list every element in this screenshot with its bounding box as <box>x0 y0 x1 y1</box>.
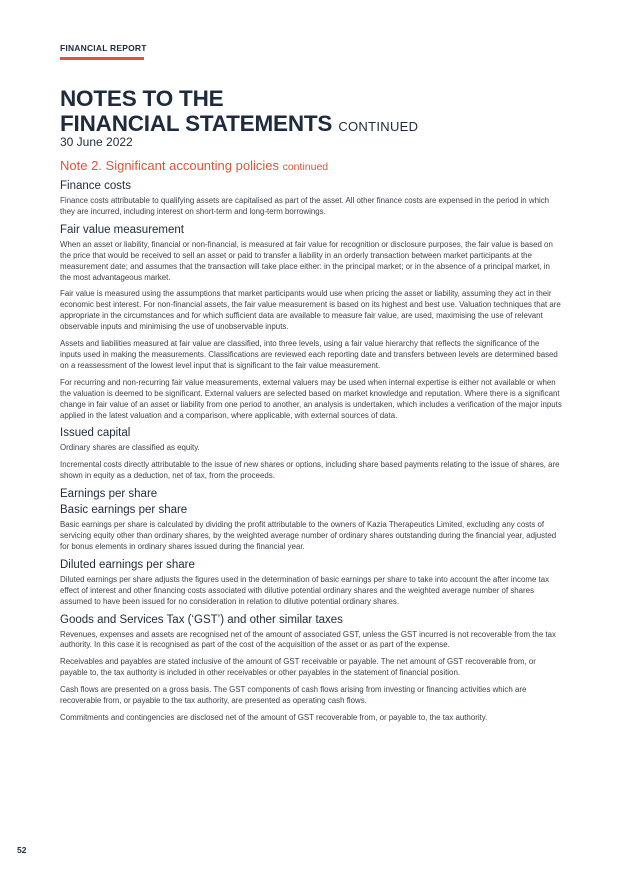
gst-paragraph-2: Receivables and payables are stated inclusive of the amount of GST receivable or payable. The net amount of GST recoverable from, or payable to, the tax authority is included in other receivables or other payables in the statement of financial position. <box>60 657 536 678</box>
section-heading-eps: Earnings per share <box>60 488 158 501</box>
section-heading-issued-capital: Issued capital <box>60 427 131 440</box>
section-heading-finance-costs: Finance costs <box>60 180 131 192</box>
note-title <box>60 158 562 173</box>
fair-value-paragraph-1: When an asset or liability, financial or non-financial, is measured at fair value for recognition or disclosure purposes, the fair value is based on the price that would be received to sell an asset or paid to transfer a liability in an orderly transaction between market participants at the measurement date; and assumes that the transaction will take place either: in the principal market; or in the absence of a principal market, in the most advantageous market. <box>60 239 553 282</box>
fair-value-paragraph-2: Fair value is measured using the assumptions that market participants would use when pricing the asset or liability, assuming they act in their economic best interest. For non-financial assets, the fair value measurement is based on its highest and best use. Valuation techniques that are appropriate in the circumstances and for which sufficient data are available to measure fair value, are used, maximising the use of relevant observable inputs and minimising the use of unobservable inputs. <box>60 289 561 332</box>
diluted-eps-paragraph: Diluted earnings per share adjusts the figures used in the determination of basic earnings per share to take into account the after income tax effect of interest and other financing costs associated with dilutive potential ordinary shares and the weighted average number of shares assumed to have been issued for no consideration in relation to dilutive potential ordinary shares. <box>60 574 550 606</box>
header-label: FINANCIAL REPORT <box>60 43 147 53</box>
note-title-suffix: continued <box>282 161 329 173</box>
issued-capital-paragraph-1: Ordinary shares are classified as equity. <box>60 443 200 453</box>
issued-capital-paragraph-2: Incremental costs directly attributable to the issue of new shares or options, including share based payments relating to the issue of shares, are shown in equity as a deduction, net of tax, from the proceeds. <box>60 460 560 481</box>
main-content <box>60 158 562 730</box>
section-heading-diluted-eps: Diluted earnings per share <box>60 558 195 571</box>
title-continued: CONTINUED <box>338 119 419 134</box>
note-title-text: Note 2. Significant accounting policies <box>60 158 279 173</box>
section-heading-basic-eps: Basic earnings per share <box>60 504 188 517</box>
title-line-2-text: FINANCIAL STATEMENTS <box>60 111 333 136</box>
gst-paragraph-1: Revenues, expenses and assets are recognised net of the amount of associated GST, unless the GST incurred is not recoverable from the tax authority. In this case it is recognised as part of the cost of the acquisition of the asset or as part of the expense. <box>60 629 556 650</box>
header-accent-rule <box>60 57 144 60</box>
section-heading-gst: Goods and Services Tax (‘GST’) and other similar taxes <box>60 613 343 626</box>
report-date: 30 June 2022 <box>60 135 133 149</box>
gst-paragraph-4: Commitments and contingencies are disclosed net of the amount of GST recoverable from, or payable to, the tax authority. <box>60 713 488 722</box>
fair-value-paragraph-3: Assets and liabilities measured at fair value are classified, into three levels, using a fair value hierarchy that reflects the significance of the inputs used in making the measurements. Classifications are reviewed each reporting date and transfers between levels are determined based on a reassessment of the lowest level input that is significant to the fair value measurement. <box>60 339 558 370</box>
gst-paragraph-3: Cash flows are presented on a gross basis. The GST components of cash flows arising from investing or financing activities which are recoverable from, or payable to the tax authority, are presented as operating cash flows. <box>60 685 527 706</box>
section-heading-fair-value: Fair value measurement <box>60 223 184 236</box>
fair-value-paragraph-4: For recurring and non-recurring fair value measurements, external valuers may be used when internal expertise is either not available or when the valuation is deemed to be significant. External valuers are selected based on market knowledge and reputation. Where there is a significant change in fair value of an asset or liability from one period to another, an analysis is undertaken, which includes a verification of the major inputs applied in the latest valuation and a comparison, where applicable, with external sources of data. <box>60 377 562 420</box>
page-number: 52 <box>17 845 27 855</box>
page-title <box>60 86 418 139</box>
finance-costs-paragraph: Finance costs attributable to qualifying assets are capitalised as part of the asset. All other finance costs are expensed in the period in which they are incurred, including interest on short-term and long-term borrowings. <box>60 196 550 216</box>
title-line-1: NOTES TO THE <box>60 86 224 111</box>
basic-eps-paragraph: Basic earnings per share is calculated by dividing the profit attributable to the owners of Kazia Therapeutics Limited, excluding any costs of servicing equity other than ordinary shares, by the weighted average number of ordinary shares outstanding during the financial year, adjusted for bonus elements in ordinary shares issued during the financial year. <box>60 520 557 551</box>
